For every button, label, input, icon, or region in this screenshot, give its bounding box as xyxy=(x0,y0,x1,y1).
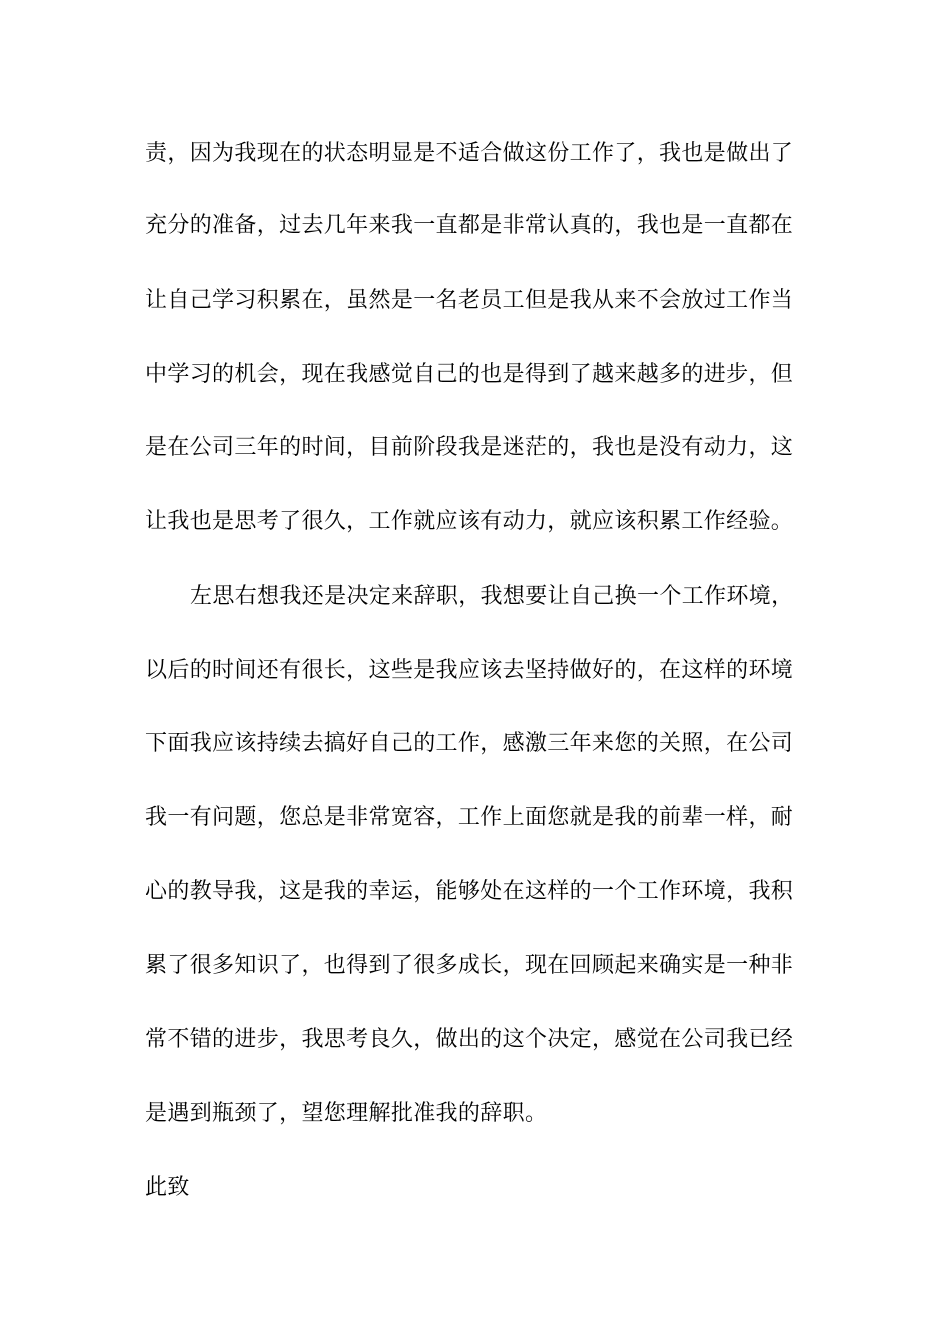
closing-salutation: 此致 xyxy=(145,1175,190,1200)
text-line-5: 是在公司三年的时间，目前阶段我是迷茫的，我也是没有动力，这 xyxy=(145,435,794,460)
text-line-9: 下面我应该持续去搞好自己的工作，感激三年来您的关照，在公司 xyxy=(145,731,794,756)
text-line-3: 让自己学习积累在，虽然是一名老员工但是我从来不会放过工作当 xyxy=(145,288,794,313)
text-line-11: 心的教导我，这是我的幸运，能够处在这样的一个工作环境，我积 xyxy=(145,879,794,904)
text-line-1: 责，因为我现在的状态明显是不适合做这份工作了，我也是做出了 xyxy=(145,141,794,166)
text-line-14: 是遇到瓶颈了，望您理解批准我的辞职。 xyxy=(145,1101,548,1126)
paragraph-start-line: 左思右想我还是决定来辞职，我想要让自己换一个工作环境， xyxy=(190,584,794,609)
text-line-6: 让我也是思考了很久，工作就应该有动力，就应该积累工作经验。 xyxy=(145,509,794,534)
text-line-10: 我一有问题，您总是非常宽容，工作上面您就是我的前辈一样，耐 xyxy=(145,805,794,830)
text-line-8: 以后的时间还有很长，这些是我应该去坚持做好的，在这样的环境 xyxy=(145,658,794,683)
text-line-2: 充分的准备，过去几年来我一直都是非常认真的，我也是一直都在 xyxy=(145,213,794,238)
text-line-4: 中学习的机会，现在我感觉自己的也是得到了越来越多的进步，但 xyxy=(145,362,794,387)
text-line-13: 常不错的进步，我思考良久，做出的这个决定，感觉在公司我已经 xyxy=(145,1027,794,1052)
text-line-12: 累了很多知识了，也得到了很多成长，现在回顾起来确实是一种非 xyxy=(145,953,794,978)
